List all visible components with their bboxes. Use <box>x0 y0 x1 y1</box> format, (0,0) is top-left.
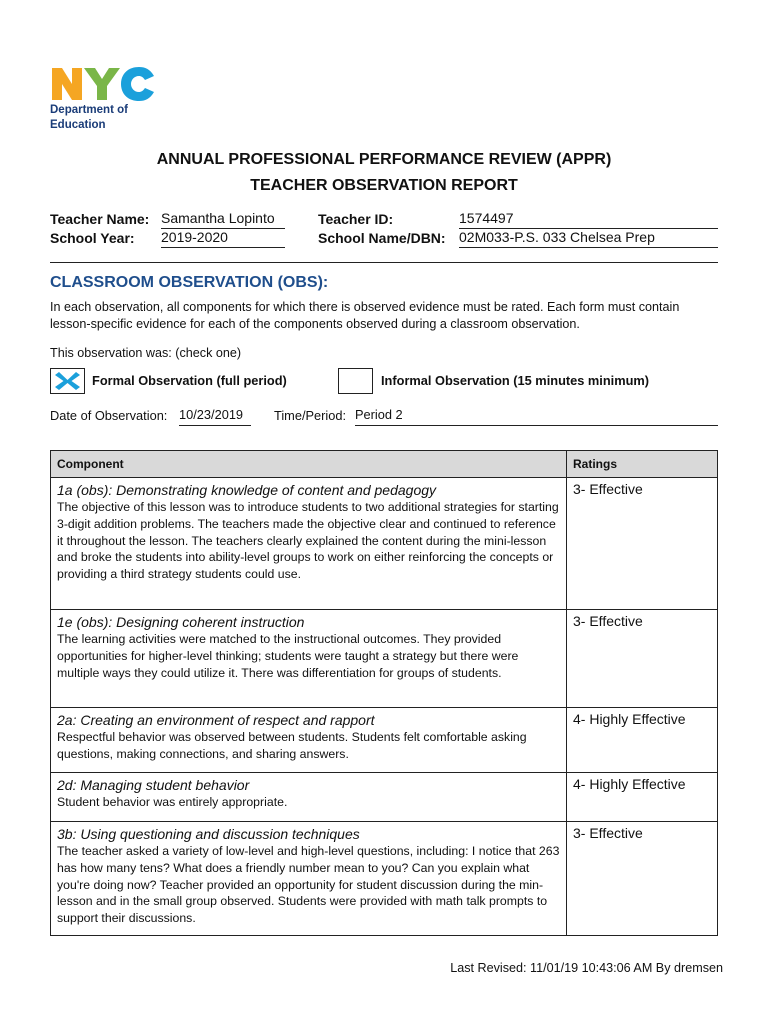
component-name: 2a: Creating an environment of respect and rapport <box>57 712 375 728</box>
report-title: ANNUAL PROFESSIONAL PERFORMANCE REVIEW (APPR) <box>156 151 612 168</box>
component-evidence: The objective of this lesson was to introduce students to two additional strategies for starting 3-digit addition problems. The teachers made the objective clear and continued to reference it throughout the lesson. The teachers clearly explained the content during the mini-lesson and broke the students into ability-level groups to work on either reinforcing the concepts or providing a third strategy students could use. <box>57 500 559 582</box>
component-evidence: Student behavior was entirely appropriate. <box>57 795 288 809</box>
check-x-icon <box>51 369 84 393</box>
section-title: CLASSROOM OBSERVATION (OBS): <box>50 274 329 291</box>
component-cell <box>51 773 567 822</box>
rating-cell: 4- Highly Effective <box>567 708 718 773</box>
formal-observation-checkbox[interactable] <box>50 368 85 394</box>
component-name: 1a (obs): Demonstrating knowledge of content and pedagogy <box>57 482 437 498</box>
section-divider <box>50 262 718 263</box>
school-name-label: School Name/DBN: <box>318 230 446 246</box>
school-name-value: 02M033-P.S. 033 Chelsea Prep <box>459 229 718 248</box>
components-table <box>50 450 718 936</box>
last-revised: Last Revised: 11/01/19 10:43:06 AM By dremsen <box>450 961 723 975</box>
component-evidence: The learning activities were matched to the instructional outcomes. They provided opportunities for higher-level thinking; students were taught a strategy but there were multiple ways they could utilize it. There was differentiation for groups of students. <box>57 632 519 680</box>
check-prompt: This observation was: (check one) <box>50 346 242 360</box>
informal-observation-checkbox[interactable] <box>338 368 373 394</box>
component-evidence: The teacher asked a variety of low-level and high-level questions, including: I notice that 263 has how many tens? What does a friendly number mean to you? Can you explain what you're doing now? Teacher provided an opportunity for student discussion during the min-lesson and in the small group observed. Students were provided with math talk prompts to support their discussions. <box>57 844 560 926</box>
teacher-id-label: Teacher ID: <box>318 211 394 227</box>
section-intro: In each observation, all components for which there is observed evidence must be rated. Each form must contain lesson-specific evidence for each of the components observed during a classroom observation. <box>50 300 680 331</box>
logo-education: Education <box>50 119 106 131</box>
component-name: 3b: Using questioning and discussion techniques <box>57 826 360 842</box>
table-header-row <box>51 451 718 478</box>
component-evidence: Respectful behavior was observed between students. Students felt comfortable asking questions, making connections, and sharing answers. <box>57 730 527 761</box>
rating-cell: 3- Effective <box>567 610 718 708</box>
period-value: Period 2 <box>355 407 718 426</box>
informal-observation-label: Informal Observation (15 minutes minimum) <box>381 373 650 388</box>
date-label: Date of Observation: <box>50 408 168 423</box>
logo-department: Department of <box>50 104 128 116</box>
table-row <box>51 610 718 708</box>
formal-observation-label: Formal Observation (full period) <box>92 373 287 388</box>
component-name: 2d: Managing student behavior <box>57 777 250 793</box>
school-year-value: 2019-2020 <box>161 229 285 248</box>
table-row <box>51 773 718 822</box>
report-subtitle: TEACHER OBSERVATION REPORT <box>250 177 518 194</box>
nyc-doe-logo <box>50 64 160 132</box>
component-cell <box>51 822 567 936</box>
component-header: Component <box>51 451 567 478</box>
rating-cell: 3- Effective <box>567 822 718 936</box>
nyc-logo-icon <box>50 64 156 102</box>
teacher-name-value: Samantha Lopinto <box>161 210 285 229</box>
school-year-label: School Year: <box>50 230 135 246</box>
table-row <box>51 478 718 610</box>
table-row <box>51 708 718 773</box>
rating-cell: 4- Highly Effective <box>567 773 718 822</box>
rating-cell: 3- Effective <box>567 478 718 610</box>
date-value: 10/23/2019 <box>179 407 251 426</box>
component-name: 1e (obs): Designing coherent instruction <box>57 614 305 630</box>
teacher-id-value: 1574497 <box>459 210 718 229</box>
teacher-name-label: Teacher Name: <box>50 211 150 227</box>
component-cell <box>51 610 567 708</box>
period-label: Time/Period: <box>274 408 347 423</box>
component-cell <box>51 708 567 773</box>
table-row <box>51 822 718 936</box>
ratings-header: Ratings <box>567 451 718 478</box>
component-cell <box>51 478 567 610</box>
